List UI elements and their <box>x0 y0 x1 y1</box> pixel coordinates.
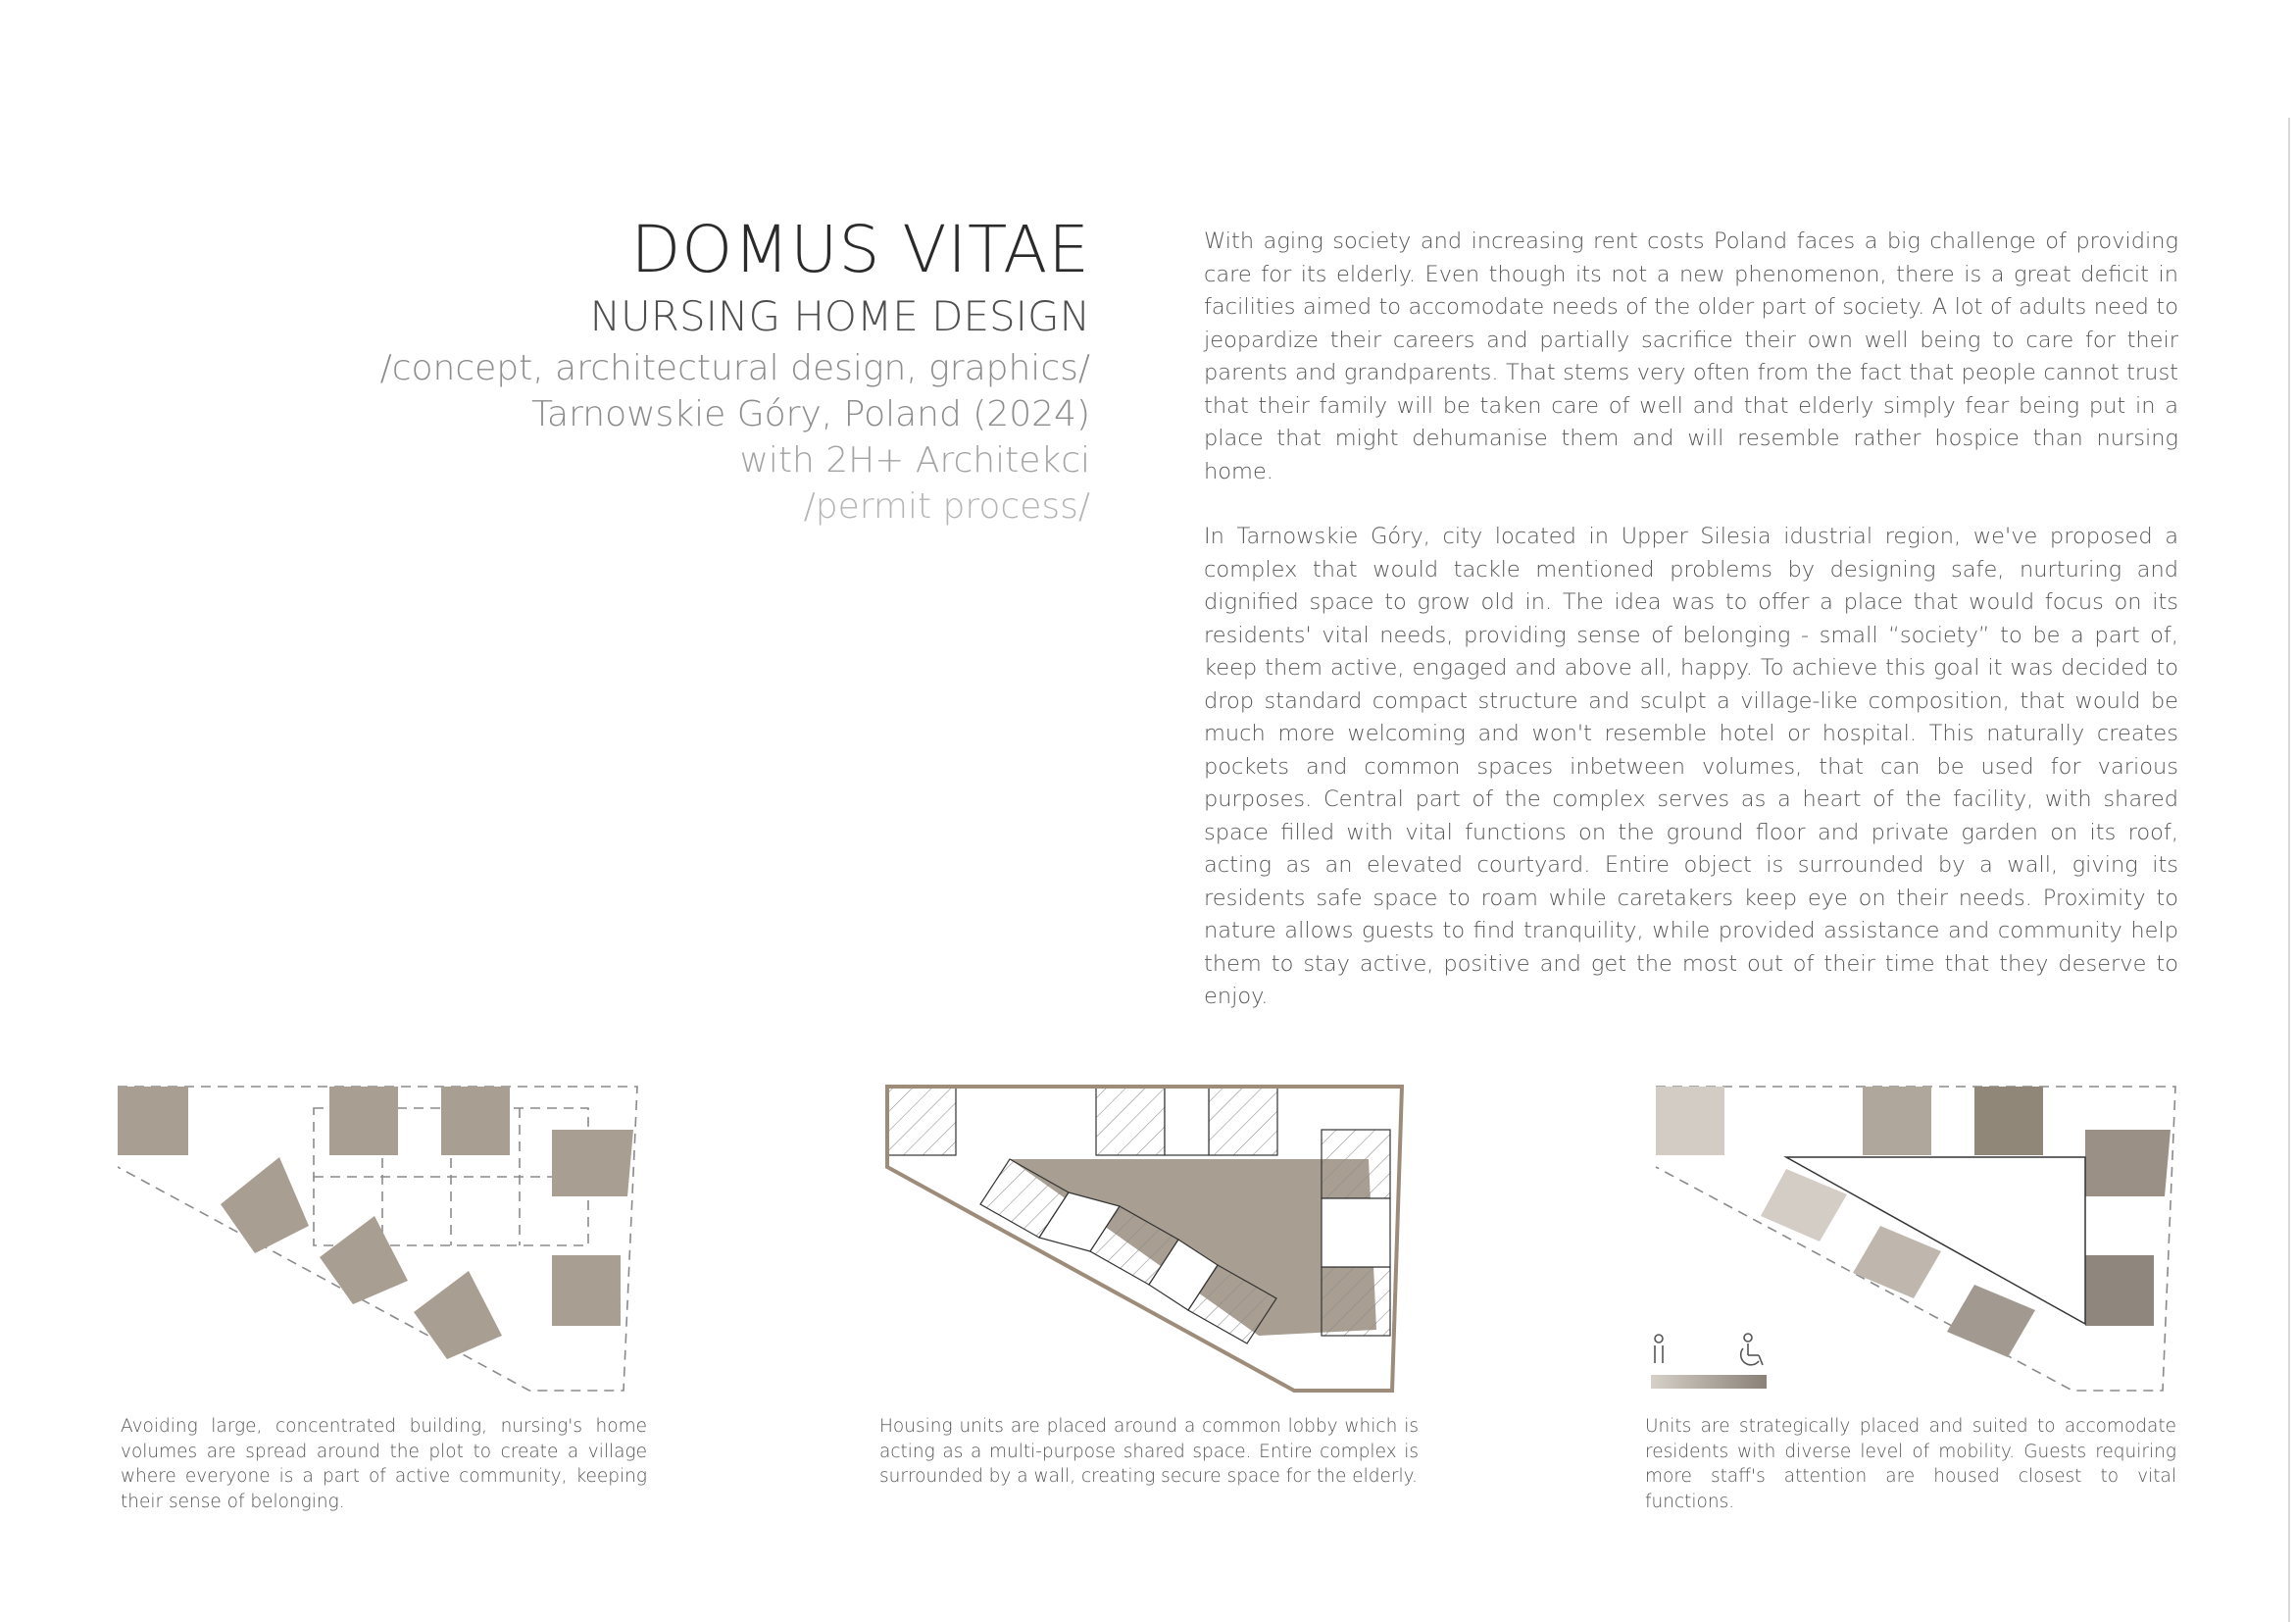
page-edge-line <box>2288 118 2290 1622</box>
unit-hatched <box>1322 1130 1390 1198</box>
unit-volume <box>441 1087 510 1155</box>
description-paragraph: In Tarnowskie Góry, city located in Upper Silesia idustrial region, we've proposed a complex that would tackle mentioned problems by designing safe, nurturing and dignified space to grow old in. The idea was to offer a place that would focus on its residents' vital needs, providing sense of belonging - small “society” to be a part of, keep them active, engaged and above all, happy. To achieve this goal it was decided to drop standard compact structure and sculpt a village-like composition, that would be much more welcoming and won't resemble hotel or hospital. This naturally creates pockets and common spaces inbetween volumes, that can be used for various purposes. Central part of the complex serves as a heart of the facility, with shared space filled with vital functions on the ground floor and private garden on its roof, acting as an elevated courtyard. Entire object is surrounded by a wall, giving its residents safe space to roam while caretakers keep eye on their needs. Proximity to nature allows guests to find tranquility, while provided assistance and community help them to stay active, positive and get the most out of their time that they deserve to enjoy. <box>1204 524 2178 1009</box>
project-status: /permit process/ <box>803 486 1090 527</box>
unit-volume <box>1974 1087 2043 1155</box>
unit-hatched <box>1096 1087 1165 1155</box>
unit-volume <box>1863 1087 1931 1155</box>
project-role: /concept, architectural design, graphics/ <box>379 348 1090 388</box>
unit-volume <box>552 1255 621 1326</box>
project-title: DOMUS VITAE <box>630 212 1090 287</box>
standing-person-icon <box>1655 1335 1663 1363</box>
description-paragraph: With aging society and increasing rent costs Poland faces a big challenge of providing care for its elderly. Even though its not a new phenomenon, there is a great deficit in facilities aimed to accomodate needs of the older part of society. A lot of adults need to jeopardize their careers and partially sacrifice their own well being to care for their parents and grandparents. That stems very often from the fact that people cannot trust that their family will be taken care of well and that elderly simply fear being put in a place that might dehumanise them and will resemble rather hospice than nursing home. <box>1204 228 2178 484</box>
unit-volume <box>552 1130 633 1196</box>
project-subtitle: NURSING HOME DESIGN <box>589 292 1090 340</box>
unit-volume <box>320 1216 408 1304</box>
project-header <box>294 212 1090 527</box>
unit-volume <box>1947 1285 2035 1357</box>
unit-plain <box>1165 1087 1209 1155</box>
village-layout-diagram <box>118 1079 647 1402</box>
project-location: Tarnowskie Góry, Poland (2024) <box>531 394 1090 434</box>
diagram-caption: Housing units are placed around a common lobby which is acting as a multi-purpose shared space. Entire complex is surrounded by a wall, creating secure space for the elderly. <box>879 1416 1419 1487</box>
unit-volume <box>2085 1130 2171 1196</box>
wheelchair-icon <box>1741 1334 1763 1365</box>
common-lobby-diagram <box>882 1079 1412 1402</box>
diagram-caption: Avoiding large, concentrated building, nursing's home volumes are spread around the plot to create a village where everyone is a part of active community, keeping their sense of belonging. <box>121 1416 647 1512</box>
unit-hatched <box>887 1087 956 1155</box>
unit-hatched <box>1322 1267 1390 1336</box>
mobility-diagram <box>1651 1079 2180 1402</box>
unit-plain <box>1322 1198 1390 1267</box>
central-courtyard <box>1786 1157 2085 1324</box>
diagram-caption: Units are strategically placed and suited to accomodate residents with diverse level of mobility. Guests requiring more staff's attention are housed closest to vital functions. <box>1645 1416 2176 1512</box>
unit-volume <box>118 1087 188 1155</box>
project-description <box>1204 226 2178 1014</box>
unit-volume <box>329 1087 398 1155</box>
unit-volume <box>1656 1087 1724 1155</box>
project-collaborator: with 2H+ Architekci <box>739 440 1090 481</box>
unit-volume <box>221 1157 309 1253</box>
unit-volume <box>2085 1255 2154 1326</box>
mobility-gradient-bar <box>1651 1375 1767 1389</box>
unit-volume <box>414 1271 502 1359</box>
unit-hatched <box>1209 1087 1277 1155</box>
